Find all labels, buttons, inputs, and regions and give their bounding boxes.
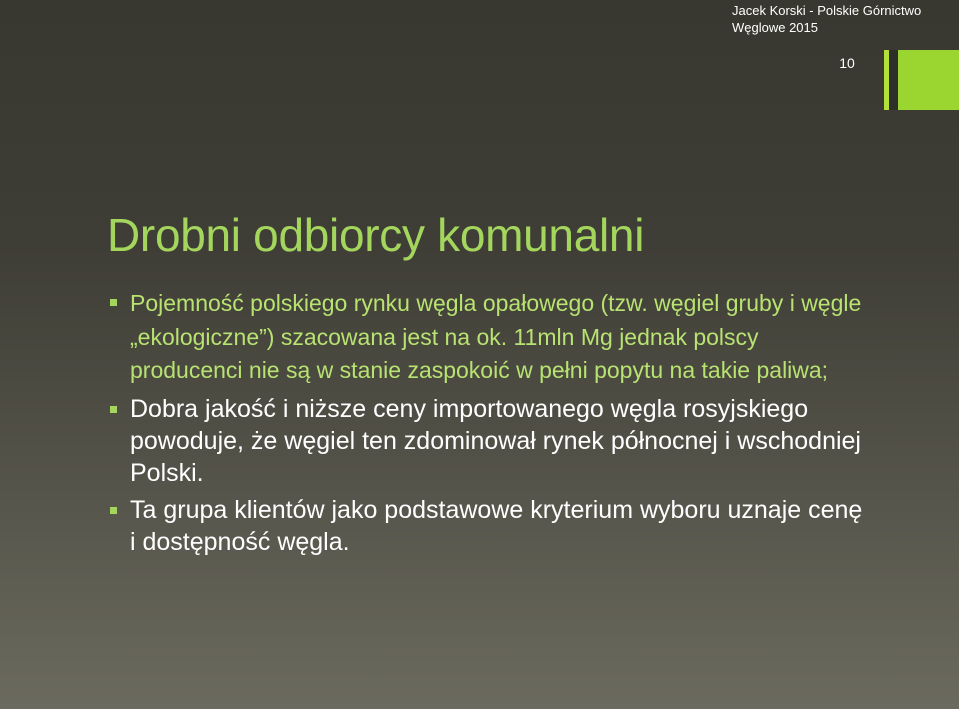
bullet-list [110, 287, 870, 563]
decorative-bar-thick [898, 50, 959, 110]
slide-header [732, 2, 921, 36]
bullet-text: Ta grupa klientów jako podstawowe kryterium wyboru uznaje cenę i dostępność węgla. [130, 495, 863, 556]
decorative-bar-gap [889, 50, 898, 110]
square-bullet-icon [110, 507, 117, 514]
bullet-item [110, 494, 870, 558]
page-number: 10 [839, 55, 855, 71]
square-bullet-icon [110, 299, 117, 306]
square-bullet-icon [110, 406, 117, 413]
slide-title: Drobni odbiorcy komunalni [107, 209, 645, 261]
header-line-2: Węglowe 2015 [732, 20, 818, 35]
bullet-item [110, 287, 870, 388]
bullet-item [110, 393, 870, 489]
header-line-1: Jacek Korski - Polskie Górnictwo [732, 3, 922, 18]
bullet-text: Pojemność polskiego rynku węgla opałowego (tzw. węgiel gruby i węgle „ekologiczne”) szacowana jest na ok. 11mln Mg jednak polscy producenci nie są w stanie zaspokoić w pełni popytu na takie paliwa; [130, 290, 862, 383]
bullet-text: Dobra jakość i niższe ceny importowanego węgla rosyjskiego powoduje, że węgiel ten zdominował rynek północnej i wschodniej Polski. [130, 394, 861, 487]
